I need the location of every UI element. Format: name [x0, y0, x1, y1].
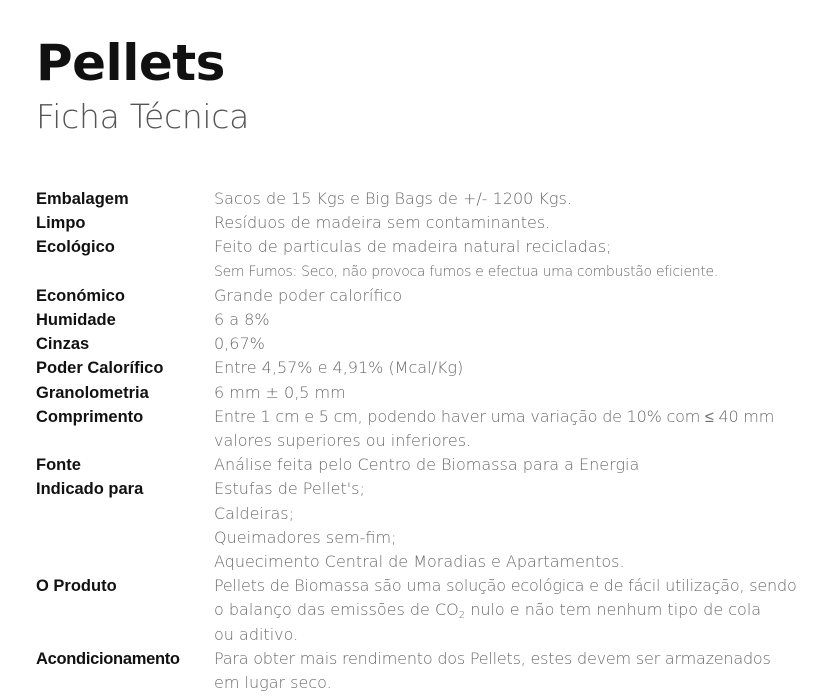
- spec-value: [214, 647, 816, 695]
- spec-row-humidade: [36, 308, 816, 332]
- spec-label: O Produto: [36, 577, 117, 596]
- spec-value-line: [214, 598, 816, 622]
- spec-value: [214, 405, 816, 453]
- spec-value-line: Caldeiras;: [214, 503, 294, 523]
- spec-value: [214, 308, 816, 332]
- spec-row-poder-calorifico: [36, 356, 816, 380]
- spec-label: Humidade: [36, 311, 116, 330]
- spec-value-line: Sem Fumos: Seco, não provoca fumos e efectua uma combustão eficiente.: [214, 263, 719, 280]
- subscript-2: 2: [458, 610, 466, 622]
- spec-value-line: Entre 4,57% e 4,91% (Mcal/Kg): [214, 358, 464, 378]
- spec-value: [214, 284, 816, 308]
- spec-value-line: valores superiores ou inferiores.: [214, 431, 472, 451]
- spec-value: [214, 477, 816, 574]
- spec-row-comprimento: [36, 405, 816, 453]
- spec-value-line: Entre 1 cm e 5 cm, podendo haver uma variação de 10% com ≤ 40 mm: [214, 406, 775, 426]
- spec-row-economico: [36, 284, 816, 308]
- spec-label: Comprimento: [36, 407, 144, 426]
- spec-value-line: 6 mm ± 0,5 mm: [214, 382, 346, 402]
- spec-value-line: Queimadores sem-fim;: [214, 527, 397, 547]
- spec-row-fonte: [36, 453, 816, 477]
- spec-row-limpo: [36, 211, 816, 235]
- spec-value: [214, 381, 816, 405]
- spec-row-indicado-para: [36, 477, 816, 574]
- spec-value-text: o balanço das emissões de CO: [214, 600, 459, 620]
- spec-row-o-produto: [36, 574, 816, 647]
- spec-row-cinzas: [36, 332, 816, 356]
- spec-value-line: Estufas de Pellet's;: [214, 479, 365, 499]
- spec-value-line: Grande poder calorífico: [214, 285, 403, 305]
- spec-label: Acondicionamento: [36, 649, 180, 668]
- spec-value: [214, 453, 816, 477]
- spec-label: Limpo: [36, 214, 86, 233]
- page-subtitle: Ficha Técnica: [36, 97, 250, 136]
- spec-value-line: Resíduos de madeira sem contaminantes.: [214, 213, 551, 233]
- spec-label: Económico: [36, 286, 125, 305]
- spec-label: Embalagem: [36, 190, 129, 208]
- spec-label: Granolometria: [36, 383, 149, 402]
- spec-label: Indicado para: [36, 480, 144, 499]
- spec-value-line: 6 a 8%: [214, 310, 270, 330]
- spec-label: Cinzas: [36, 335, 90, 354]
- spec-label: Poder Calorífico: [36, 359, 164, 378]
- page-title: Pellets: [36, 34, 225, 92]
- spec-value-line: Feito de particulas de madeira natural recicladas;: [214, 237, 612, 257]
- spec-value: [214, 574, 816, 647]
- spec-table: [36, 187, 816, 695]
- spec-value: [214, 235, 816, 283]
- spec-label: Fonte: [36, 456, 81, 475]
- spec-value-line: Análise feita pelo Centro de Biomassa para a Energia: [214, 455, 640, 475]
- spec-value: [214, 187, 816, 211]
- spec-label: Ecológico: [36, 238, 115, 257]
- spec-value: [214, 356, 816, 380]
- spec-row-embalagem: [36, 187, 816, 211]
- spec-value-line: 0,67%: [214, 334, 265, 354]
- spec-value-line: Pellets de Biomassa são uma solução ecológica e de fácil utilização, sendo: [214, 576, 797, 596]
- spec-value: [214, 332, 816, 356]
- spec-value-text: nulo e não tem nenhum tipo de cola: [465, 600, 762, 620]
- spec-value-line: Aquecimento Central de Moradias e Apartamentos.: [214, 552, 625, 572]
- spec-row-acondicionamento: [36, 647, 816, 695]
- spec-row-ecologico: [36, 235, 816, 283]
- spec-value-line: em lugar seco.: [214, 673, 332, 693]
- spec-value-line: Para obter mais rendimento dos Pellets, estes devem ser armazenados: [214, 648, 771, 668]
- spec-value-line: ou aditivo.: [214, 624, 299, 644]
- spec-value: [214, 211, 816, 235]
- spec-value-line: Sacos de 15 Kgs e Big Bags de +/- 1200 Kgs.: [214, 189, 572, 208]
- spec-row-granolometria: [36, 381, 816, 405]
